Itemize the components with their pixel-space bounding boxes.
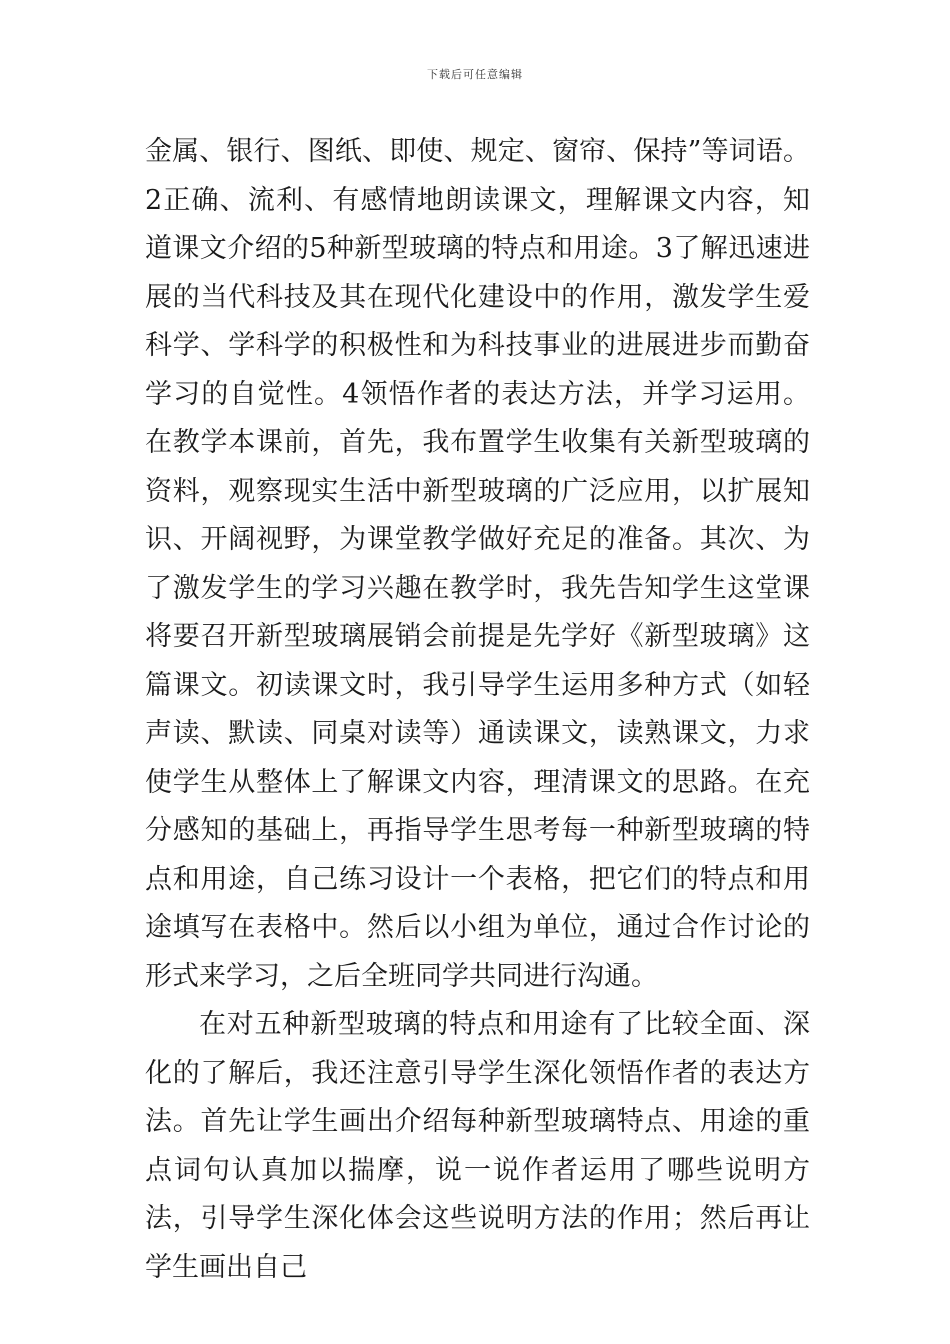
paragraph-2: 在对五种新型玻璃的特点和用途有了比较全面、深化的了解后，我还注意引导学生深化领悟作者的表达方法。首先让学生画出介绍每种新型玻璃特点、用途的重点词句认真加以揣摩，说一说作者运用了哪些说明方法，引导学生深化体会这些说明方法的作用；然后再让学生画出自己 [145,1009,810,1283]
paragraph-1: 金属、银行、图纸、即使、规定、窗帘、保持”等词语。2正确、流利、有感情地朗读课文，理解课文内容，知道课文介绍的5种新型玻璃的特点和用途。3了解迅速进展的当代科技及其在现代化建设中的作用，激发学生爱科学、学科学的积极性和为科技事业的进展进步而勤奋学习的自觉性。4领悟作者的表达方法，并学习运用。在教学本课前，首先，我布置学生收集有关新型玻璃的资料，观察现实生活中新型玻璃的广泛应用，以扩展知识、开阔视野，为课堂教学做好充足的准备。其次、为了激发学生的学习兴趣在教学时，我先告知学生这堂课将要召开新型玻璃展销会前提是先学好《新型玻璃》这篇课文。初读课文时，我引导学生运用多种方式（如轻声读、默读、同桌对读等）通读课文，读熟课文，力求使学生从整体上了解课文内容，理清课文的思路。在充分感知的基础上，再指导学生思考每一种新型玻璃的特点和用途，自己练习设计一个表格，把它们的特点和用途填写在表格中。然后以小组为单位，通过合作讨论的形式来学习，之后全班同学共同进行沟通。 [145,136,810,992]
document-body [145,128,810,1292]
page-header: 下载后可任意编辑 [427,68,523,81]
